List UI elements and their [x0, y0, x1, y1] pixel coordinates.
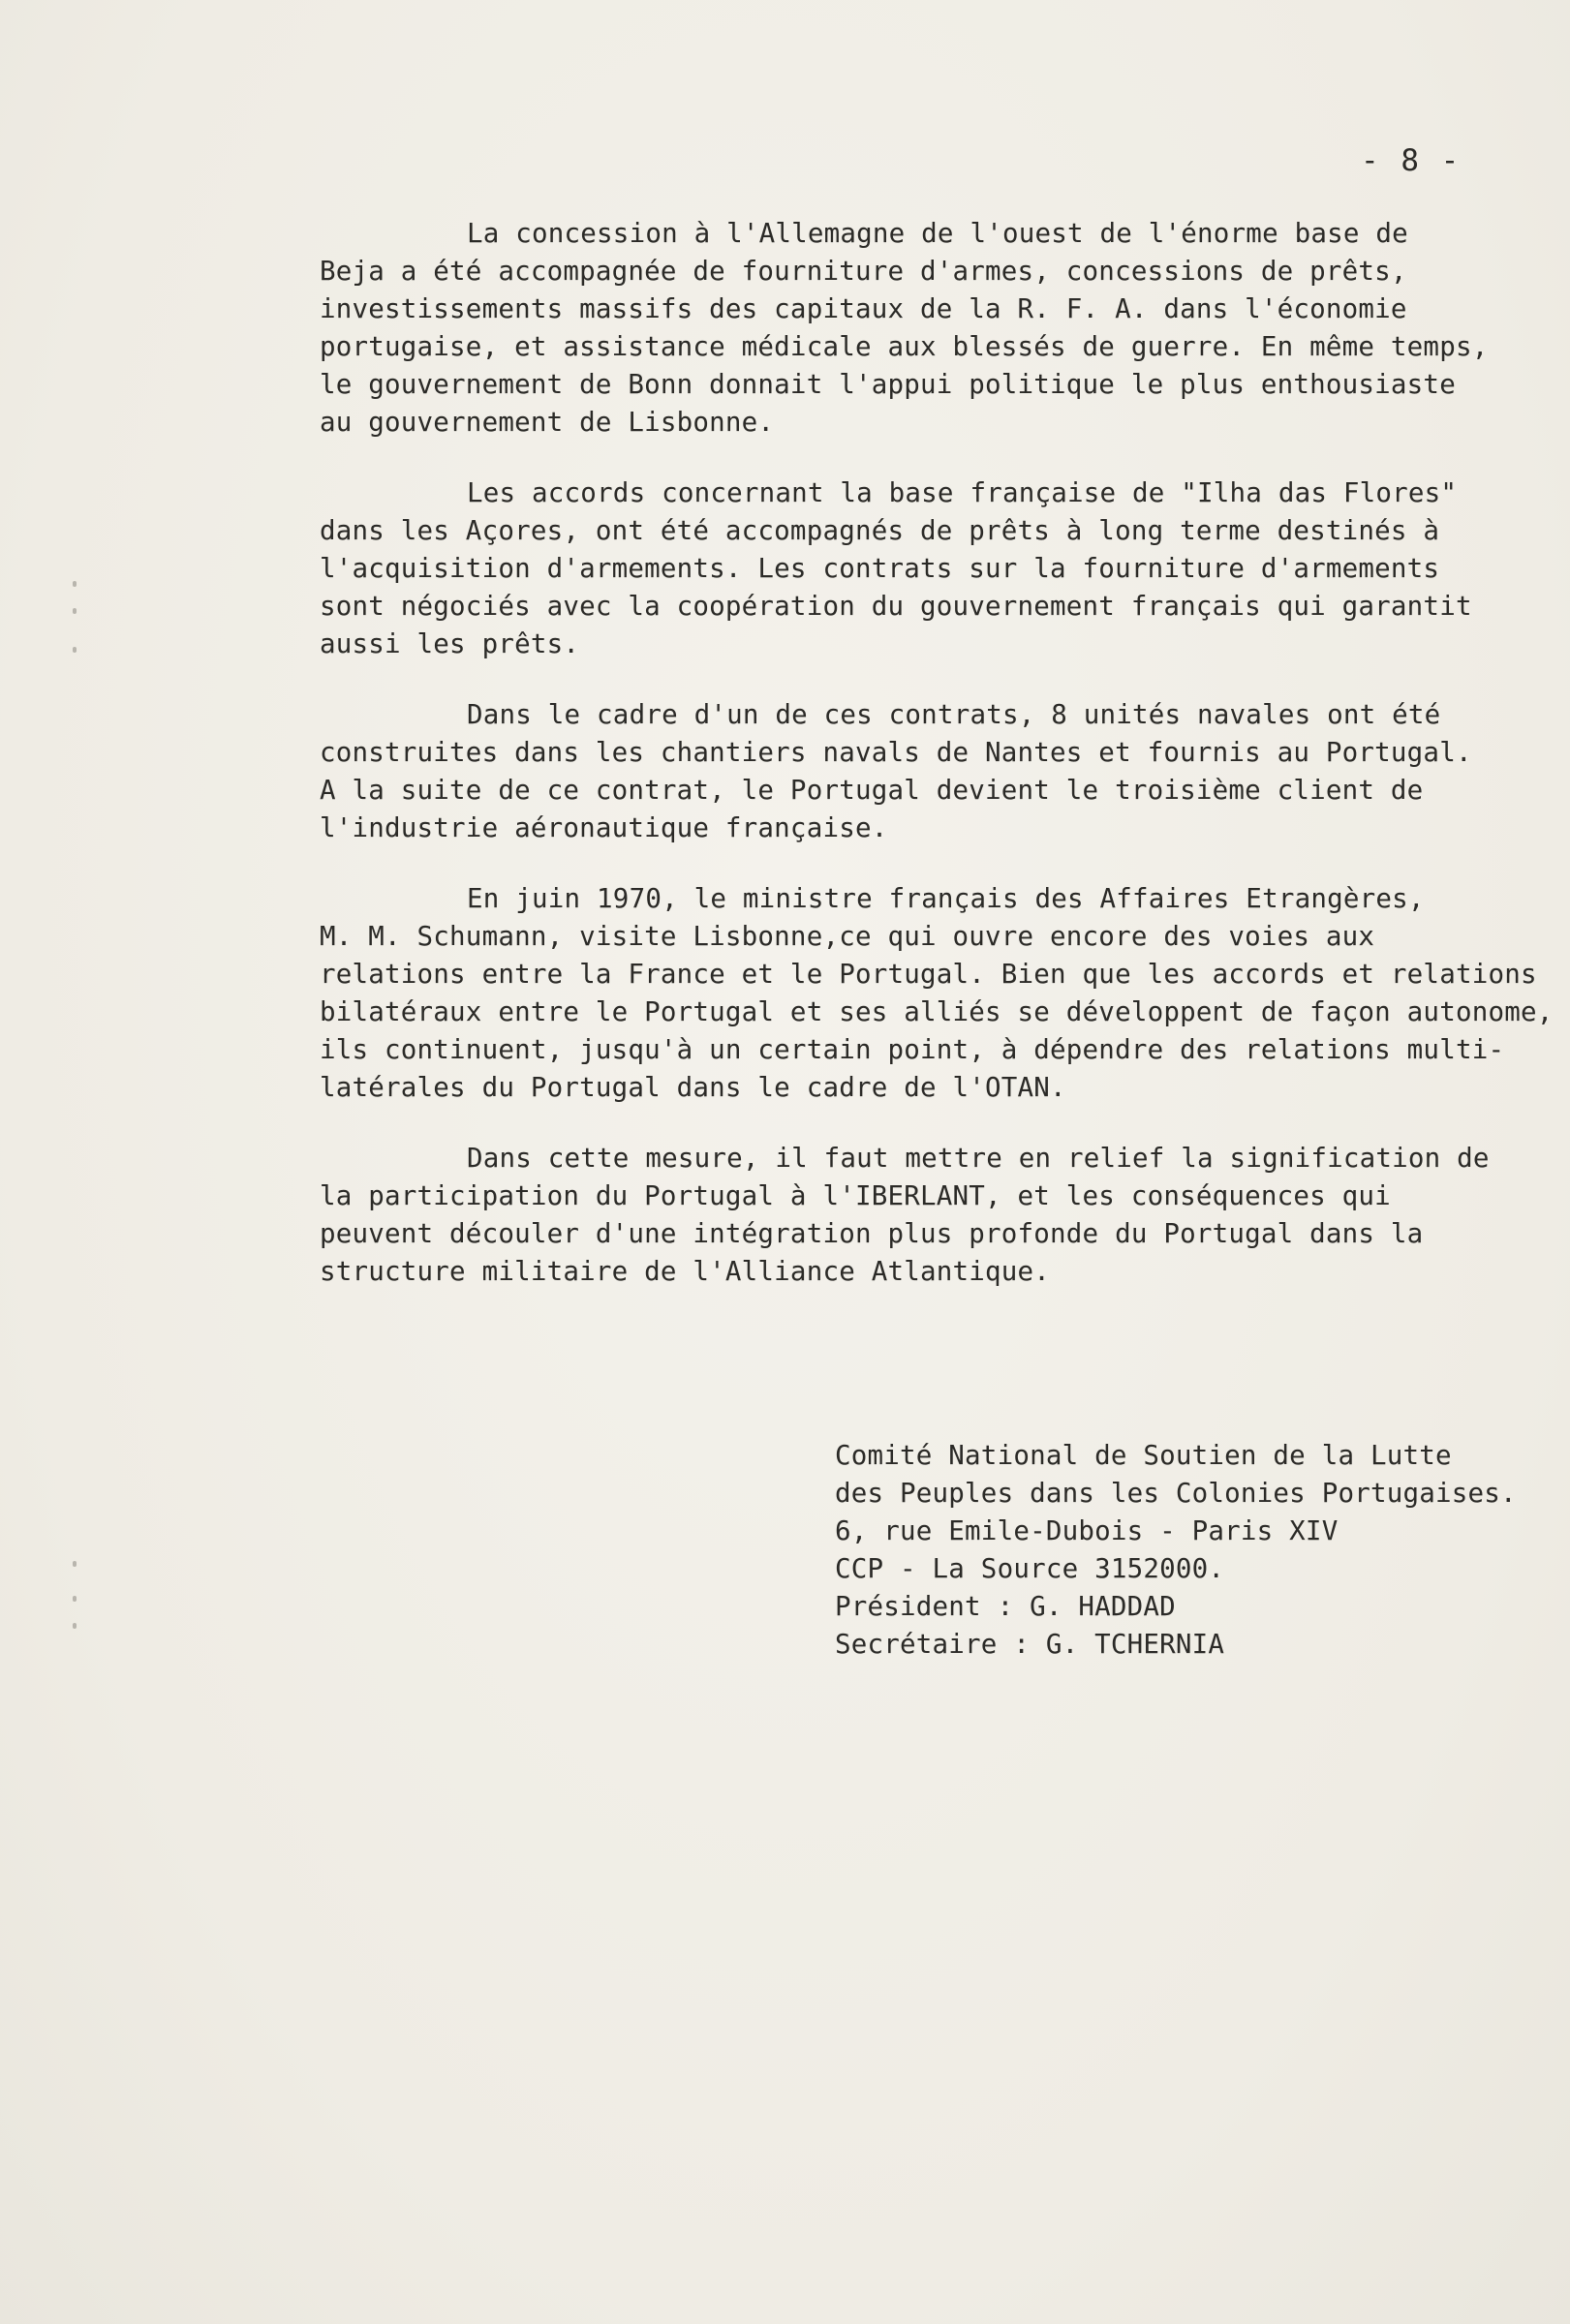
signature-line: 6, rue Emile-Dubois - Paris XIV [835, 1515, 1339, 1546]
text-line: aussi les prêts. [320, 628, 580, 659]
paragraph [320, 474, 1550, 663]
signature-line: Comité National de Soutien de la Lutte [835, 1440, 1452, 1471]
signature-line: des Peuples dans les Colonies Portugaises. [835, 1478, 1517, 1509]
signature-block [835, 1437, 1517, 1664]
body-text [320, 215, 1554, 1324]
paragraph [320, 215, 1550, 442]
page-number: - 8 - [1361, 143, 1462, 178]
paragraph [320, 880, 1554, 1107]
text-line: bilatéraux entre le Portugal et ses alliés se développent de façon autonome, [320, 996, 1554, 1027]
text-line: latérales du Portugal dans le cadre de l'OTAN. [320, 1072, 1066, 1103]
paragraph [320, 696, 1550, 847]
text-line: construites dans les chantiers navals de Nantes et fournis au Portugal. [320, 737, 1472, 768]
text-line: l'industrie aéronautique française. [320, 812, 888, 843]
margin-mark [73, 581, 77, 587]
text-line: A la suite de ce contrat, le Portugal devient le troisième client de [320, 775, 1424, 806]
text-line: la participation du Portugal à l'IBERLANT, et les conséquences qui [320, 1180, 1391, 1211]
text-line: dans les Açores, ont été accompagnés de prêts à long terme destinés à [320, 515, 1440, 546]
text-line: Dans cette mesure, il faut mettre en relief la signification de [467, 1143, 1490, 1174]
text-line: M. M. Schumann, visite Lisbonne,ce qui ouvre encore des voies aux [320, 921, 1375, 952]
signature-line: Secrétaire : G. TCHERNIA [835, 1629, 1225, 1660]
text-line: Dans le cadre d'un de ces contrats, 8 unités navales ont été [467, 699, 1441, 730]
text-line: sont négociés avec la coopération du gouvernement français qui garantit [320, 591, 1472, 622]
text-line: Beja a été accompagnée de fourniture d'armes, concessions de prêts, [320, 256, 1407, 287]
text-line: Les accords concernant la base française de "Ilha das Flores" [467, 477, 1458, 508]
text-line: investissements massifs des capitaux de la R. F. A. dans l'économie [320, 293, 1407, 324]
text-line: En juin 1970, le ministre français des Affaires Etrangères, [467, 883, 1425, 914]
text-line: structure militaire de l'Alliance Atlantique. [320, 1256, 1051, 1287]
margin-mark [73, 608, 77, 614]
signature-line: CCP - La Source 3152000. [835, 1553, 1225, 1584]
margin-mark [73, 1561, 77, 1567]
text-line: relations entre la France et le Portugal. Bien que les accords et relations [320, 959, 1537, 990]
text-line: le gouvernement de Bonn donnait l'appui politique le plus enthousiaste [320, 369, 1456, 400]
signature-line: Président : G. HADDAD [835, 1591, 1176, 1622]
text-line: l'acquisition d'armements. Les contrats sur la fourniture d'armements [320, 553, 1440, 584]
paragraph [320, 1140, 1550, 1291]
margin-mark [73, 1596, 77, 1602]
text-line: portugaise, et assistance médicale aux blessés de guerre. En même temps, [320, 331, 1489, 362]
margin-mark [73, 1623, 77, 1629]
text-line: ils continuent, jusqu'à un certain point, à dépendre des relations multi- [320, 1034, 1505, 1065]
text-line: La concession à l'Allemagne de l'ouest de l'énorme base de [467, 218, 1408, 249]
text-line: peuvent découler d'une intégration plus profonde du Portugal dans la [320, 1218, 1424, 1249]
text-line: au gouvernement de Lisbonne. [320, 407, 775, 438]
margin-mark [73, 647, 77, 653]
